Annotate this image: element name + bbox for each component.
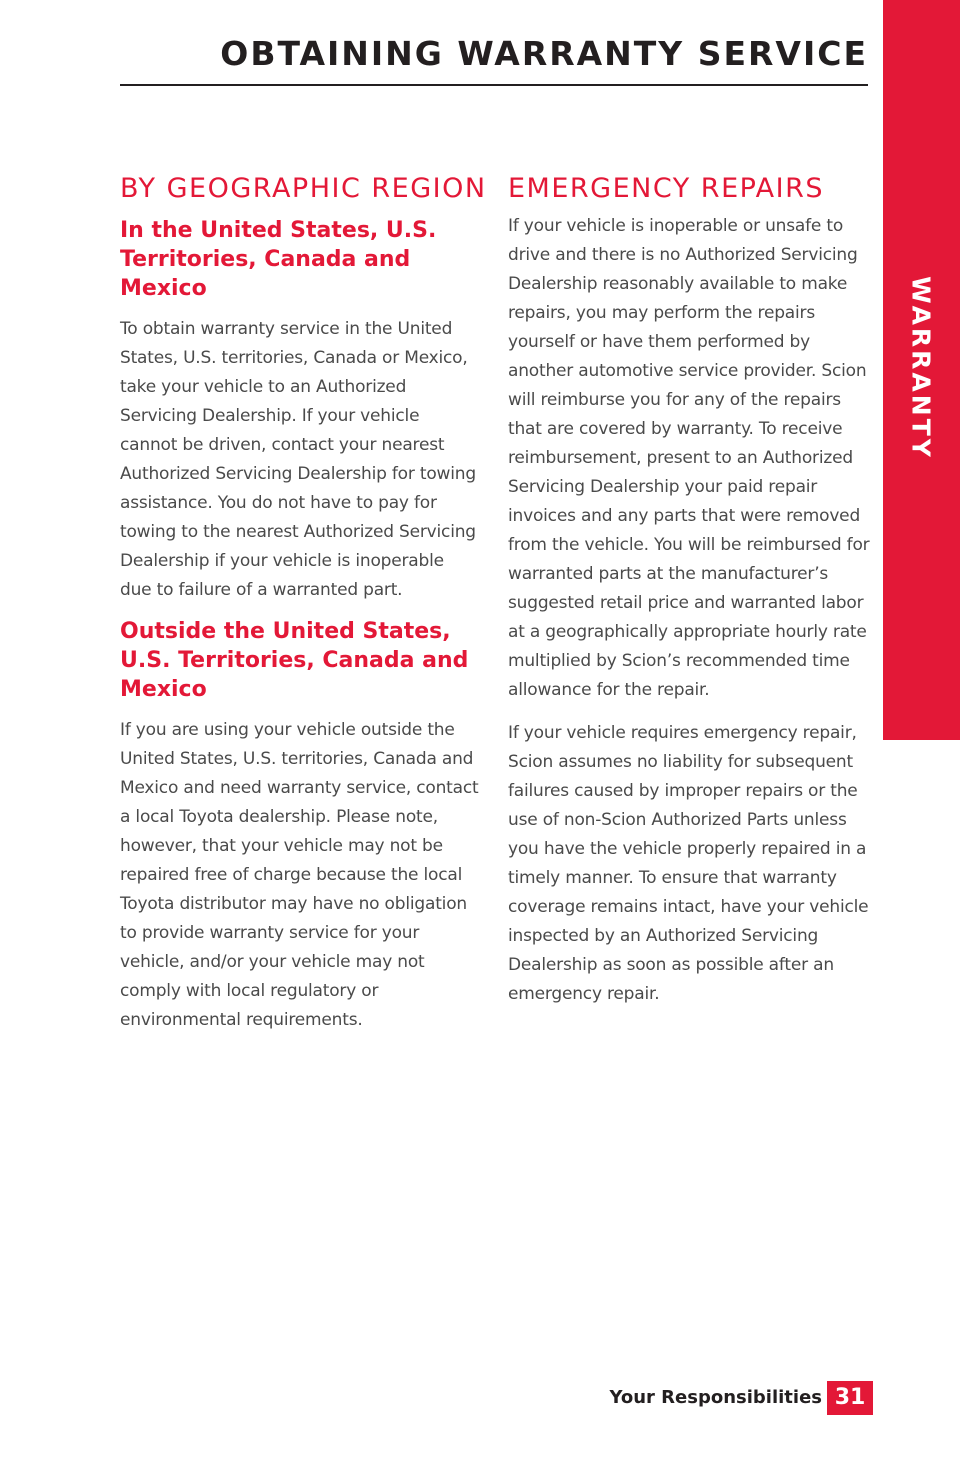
page-title: OBTAINING WARRANTY SERVICE	[220, 34, 868, 73]
section-heading-geographic-region: BY GEOGRAPHIC REGION	[120, 173, 487, 204]
subheading-in-us: In the United States, U.S. Territories, Canada and Mexico	[120, 218, 437, 301]
paragraph-outside-us: If you are using your vehicle outside the United States, U.S. territories, Canada and Mexico and need warranty service, contact a local Toyota dealership. Please note, however, that your vehicle may not be repaired free of charge because the local Toyota distributor may have no obligation to provide warranty service for your vehicle, and/or your vehicle may not comply with local regulatory or environmental requirements.	[120, 720, 479, 1030]
page-number: 31	[827, 1381, 873, 1415]
section-heading-emergency-repairs: EMERGENCY REPAIRS	[508, 173, 825, 204]
right-column	[508, 170, 870, 1009]
paragraph-emergency-1: If your vehicle is inoperable or unsafe to drive and there is no Authorized Servicing Dealership reasonably available to make repairs, you may perform the repairs yourself or have them performed by another automotive service provider. Scion will reimburse you for any of the repairs that are covered by warranty. To receive reimbursement, present to an Authorized Servicing Dealership your paid repair invoices and any parts that were removed from the vehicle. You will be reimbursed for warranted parts at the manufacturer’s suggested retail price and warranted labor at a geographically appropriate hourly rate multiplied by Scion’s recommended time allowance for the repair.	[508, 216, 870, 700]
side-tab-label: WARRANTY	[906, 276, 936, 460]
header-rule	[120, 84, 868, 86]
footer-section-label: Your Responsibilities	[609, 1387, 822, 1408]
subheading-outside-us: Outside the United States, U.S. Territories, Canada and Mexico	[120, 619, 469, 702]
paragraph-emergency-2: If your vehicle requires emergency repair, Scion assumes no liability for subsequent failures caused by improper repairs or the use of non-Scion Authorized Parts unless you have the vehicle properly repaired in a timely manner. To ensure that warranty coverage remains intact, have your vehicle inspected by an Authorized Servicing Dealership as soon as possible after an emergency repair.	[508, 723, 869, 1004]
paragraph-in-us: To obtain warranty service in the United States, U.S. territories, Canada or Mexico, take your vehicle to an Authorized Servicing Dealership. If your vehicle cannot be driven, contact your nearest Authorized Servicing Dealership for towing assistance. You do not have to pay for towing to the nearest Authorized Servicing Dealership if your vehicle is inoperable due to failure of a warranted part.	[120, 319, 476, 600]
left-column	[120, 170, 487, 1035]
